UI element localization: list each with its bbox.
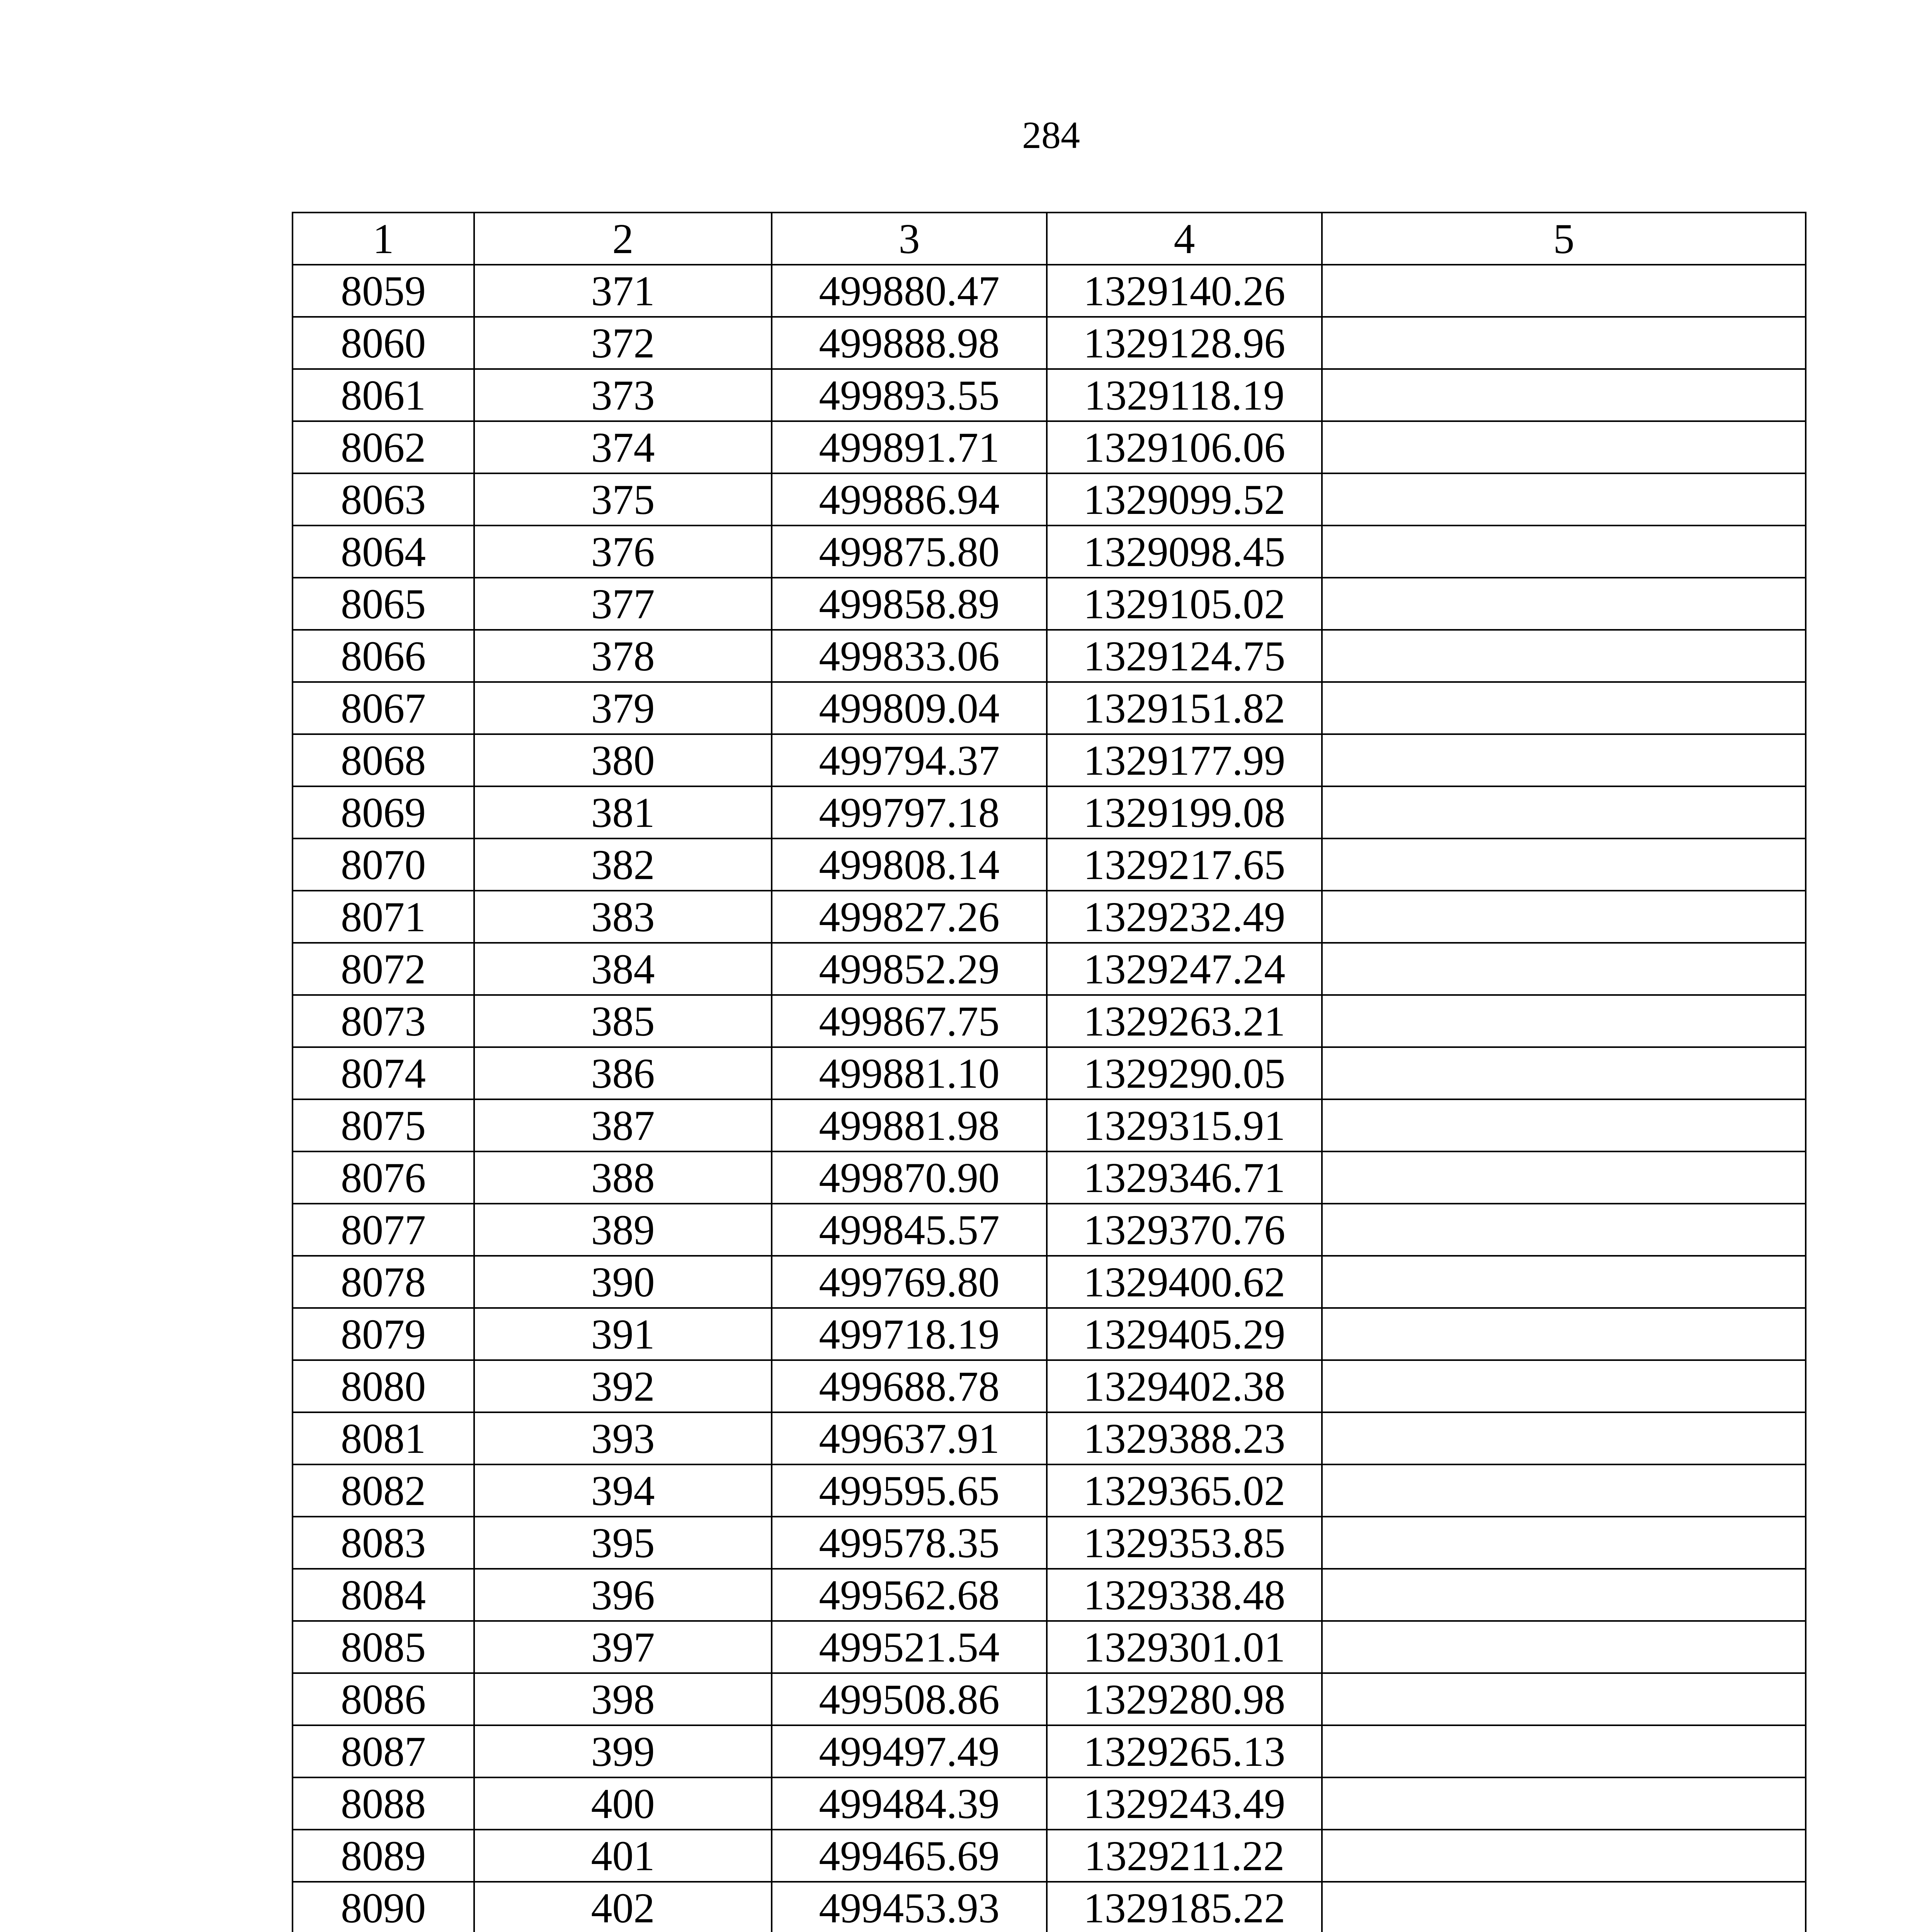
table-cell: 8062 [293, 421, 474, 473]
table-cell: 8061 [293, 369, 474, 421]
table-cell: 388 [474, 1151, 772, 1204]
table-cell [1322, 1047, 1806, 1099]
column-header: 3 [772, 213, 1047, 265]
table-cell: 373 [474, 369, 772, 421]
table-cell: 1329211.22 [1047, 1830, 1322, 1882]
table-cell: 8079 [293, 1308, 474, 1360]
table-cell: 386 [474, 1047, 772, 1099]
table-cell: 499880.47 [772, 265, 1047, 317]
table-cell: 1329151.82 [1047, 682, 1322, 734]
table-row [293, 1308, 1806, 1360]
table-row [293, 943, 1806, 995]
table-cell: 499881.98 [772, 1099, 1047, 1151]
table-cell [1322, 1673, 1806, 1725]
table-cell: 1329301.01 [1047, 1621, 1322, 1673]
table-cell: 499833.06 [772, 630, 1047, 682]
table-cell: 8072 [293, 943, 474, 995]
table-cell: 1329106.06 [1047, 421, 1322, 473]
table-cell: 8066 [293, 630, 474, 682]
table-cell: 8063 [293, 473, 474, 526]
table-row [293, 734, 1806, 786]
table-row [293, 1673, 1806, 1725]
table-cell: 8064 [293, 526, 474, 578]
table-cell: 382 [474, 838, 772, 891]
table-cell: 499578.35 [772, 1517, 1047, 1569]
table-cell: 1329098.45 [1047, 526, 1322, 578]
table-header [293, 213, 1806, 265]
table-row [293, 265, 1806, 317]
table-cell: 8089 [293, 1830, 474, 1882]
table-row [293, 1517, 1806, 1569]
table-cell: 499808.14 [772, 838, 1047, 891]
table-cell: 379 [474, 682, 772, 734]
table-cell: 378 [474, 630, 772, 682]
table-row [293, 473, 1806, 526]
table-cell: 499688.78 [772, 1360, 1047, 1412]
table-cell [1322, 943, 1806, 995]
table-cell: 499794.37 [772, 734, 1047, 786]
table-cell: 1329370.76 [1047, 1204, 1322, 1256]
table-row [293, 1882, 1806, 1932]
table-cell: 1329263.21 [1047, 995, 1322, 1047]
table-cell [1322, 1569, 1806, 1621]
table-cell: 1329338.48 [1047, 1569, 1322, 1621]
table-cell: 389 [474, 1204, 772, 1256]
table-cell [1322, 265, 1806, 317]
table-cell: 8085 [293, 1621, 474, 1673]
table-cell: 8078 [293, 1256, 474, 1308]
table-row [293, 369, 1806, 421]
table-row [293, 1464, 1806, 1517]
table-cell: 394 [474, 1464, 772, 1517]
table-cell: 8070 [293, 838, 474, 891]
table-cell: 499858.89 [772, 578, 1047, 630]
table-row [293, 838, 1806, 891]
table-cell: 499891.71 [772, 421, 1047, 473]
table-cell: 499637.91 [772, 1412, 1047, 1464]
table-row [293, 630, 1806, 682]
table-cell: 1329199.08 [1047, 786, 1322, 838]
table-cell [1322, 578, 1806, 630]
table-cell: 1329365.02 [1047, 1464, 1322, 1517]
table-cell [1322, 891, 1806, 943]
table-cell: 393 [474, 1412, 772, 1464]
table-cell [1322, 995, 1806, 1047]
table-cell [1322, 1621, 1806, 1673]
table-cell: 8060 [293, 317, 474, 369]
table-cell [1322, 1099, 1806, 1151]
table-cell: 1329128.96 [1047, 317, 1322, 369]
table-cell [1322, 421, 1806, 473]
table-cell: 499875.80 [772, 526, 1047, 578]
table-cell: 1329232.49 [1047, 891, 1322, 943]
table-cell: 499508.86 [772, 1673, 1047, 1725]
table-cell: 395 [474, 1517, 772, 1569]
table-row [293, 1569, 1806, 1621]
table-cell [1322, 1882, 1806, 1932]
table-cell: 499769.80 [772, 1256, 1047, 1308]
table-cell [1322, 786, 1806, 838]
table-cell: 1329247.24 [1047, 943, 1322, 995]
table-cell: 499809.04 [772, 682, 1047, 734]
column-header: 4 [1047, 213, 1322, 265]
table-body [293, 265, 1806, 1932]
table-cell: 1329400.62 [1047, 1256, 1322, 1308]
table-cell: 499845.57 [772, 1204, 1047, 1256]
table-row [293, 578, 1806, 630]
table-row [293, 1621, 1806, 1673]
page-number: 284 [1022, 114, 1080, 156]
table-cell: 499562.68 [772, 1569, 1047, 1621]
table-cell [1322, 1256, 1806, 1308]
table-cell: 1329315.91 [1047, 1099, 1322, 1151]
table-row [293, 1830, 1806, 1882]
table-cell [1322, 473, 1806, 526]
header-row [293, 213, 1806, 265]
table-row [293, 1360, 1806, 1412]
table-cell: 499484.39 [772, 1777, 1047, 1830]
table-row [293, 786, 1806, 838]
table-cell [1322, 1412, 1806, 1464]
table-cell: 8067 [293, 682, 474, 734]
table-cell: 400 [474, 1777, 772, 1830]
table-cell [1322, 526, 1806, 578]
table-cell: 401 [474, 1830, 772, 1882]
table-cell: 8088 [293, 1777, 474, 1830]
table-cell [1322, 1830, 1806, 1882]
table-cell [1322, 1725, 1806, 1777]
table-cell: 1329353.85 [1047, 1517, 1322, 1569]
table-cell [1322, 1464, 1806, 1517]
table-row [293, 526, 1806, 578]
table-row [293, 995, 1806, 1047]
table-cell: 396 [474, 1569, 772, 1621]
table-cell [1322, 682, 1806, 734]
table-cell: 8084 [293, 1569, 474, 1621]
table-cell: 1329280.98 [1047, 1673, 1322, 1725]
table-cell: 391 [474, 1308, 772, 1360]
table-row [293, 1256, 1806, 1308]
table-row [293, 1099, 1806, 1151]
table-cell: 499881.10 [772, 1047, 1047, 1099]
table-cell: 1329346.71 [1047, 1151, 1322, 1204]
table-cell: 375 [474, 473, 772, 526]
table-cell: 1329177.99 [1047, 734, 1322, 786]
table-cell: 499797.18 [772, 786, 1047, 838]
table-cell [1322, 1517, 1806, 1569]
table-cell: 372 [474, 317, 772, 369]
table-cell: 8068 [293, 734, 474, 786]
table-cell: 499465.69 [772, 1830, 1047, 1882]
table-cell: 8081 [293, 1412, 474, 1464]
table-cell: 402 [474, 1882, 772, 1932]
table-cell: 8082 [293, 1464, 474, 1517]
table-row [293, 1412, 1806, 1464]
table-cell [1322, 1204, 1806, 1256]
column-header: 2 [474, 213, 772, 265]
table-cell: 8080 [293, 1360, 474, 1412]
table-cell: 499870.90 [772, 1151, 1047, 1204]
table-row [293, 1151, 1806, 1204]
table-cell: 499521.54 [772, 1621, 1047, 1673]
table-cell: 8087 [293, 1725, 474, 1777]
table-cell [1322, 1151, 1806, 1204]
table-cell: 1329099.52 [1047, 473, 1322, 526]
table-cell: 8074 [293, 1047, 474, 1099]
column-header: 5 [1322, 213, 1806, 265]
table-cell: 499453.93 [772, 1882, 1047, 1932]
table-cell: 8075 [293, 1099, 474, 1151]
table-cell: 8065 [293, 578, 474, 630]
table-cell: 390 [474, 1256, 772, 1308]
table-cell: 8059 [293, 265, 474, 317]
table-cell: 1329405.29 [1047, 1308, 1322, 1360]
table-cell: 380 [474, 734, 772, 786]
table-cell: 383 [474, 891, 772, 943]
table-row [293, 1725, 1806, 1777]
table-cell: 1329140.26 [1047, 265, 1322, 317]
table-row [293, 682, 1806, 734]
table-cell: 1329217.65 [1047, 838, 1322, 891]
table-cell [1322, 317, 1806, 369]
table-cell: 377 [474, 578, 772, 630]
table-row [293, 1204, 1806, 1256]
table-cell: 1329402.38 [1047, 1360, 1322, 1412]
table-cell: 8090 [293, 1882, 474, 1932]
table-cell: 499893.55 [772, 369, 1047, 421]
table-cell: 371 [474, 265, 772, 317]
table-cell: 8077 [293, 1204, 474, 1256]
table-cell: 499718.19 [772, 1308, 1047, 1360]
table-cell: 1329185.22 [1047, 1882, 1322, 1932]
table-cell: 8069 [293, 786, 474, 838]
table-cell: 499867.75 [772, 995, 1047, 1047]
table-cell: 399 [474, 1725, 772, 1777]
table-cell: 499595.65 [772, 1464, 1047, 1517]
table-cell: 381 [474, 786, 772, 838]
table-cell: 8073 [293, 995, 474, 1047]
table-row [293, 421, 1806, 473]
table-row [293, 891, 1806, 943]
table-cell: 499497.49 [772, 1725, 1047, 1777]
table-cell: 1329243.49 [1047, 1777, 1322, 1830]
table-cell: 374 [474, 421, 772, 473]
table-cell [1322, 734, 1806, 786]
table-row [293, 317, 1806, 369]
table-cell: 397 [474, 1621, 772, 1673]
table-cell: 499827.26 [772, 891, 1047, 943]
table-cell: 8086 [293, 1673, 474, 1725]
table-cell: 392 [474, 1360, 772, 1412]
table-cell: 1329124.75 [1047, 630, 1322, 682]
table-row [293, 1777, 1806, 1830]
table-cell: 384 [474, 943, 772, 995]
table-cell: 1329388.23 [1047, 1412, 1322, 1464]
table-cell: 499888.98 [772, 317, 1047, 369]
table-cell [1322, 1360, 1806, 1412]
table-cell: 1329118.19 [1047, 369, 1322, 421]
table-cell: 1329290.05 [1047, 1047, 1322, 1099]
table-cell: 499852.29 [772, 943, 1047, 995]
table-cell [1322, 369, 1806, 421]
table-cell [1322, 1777, 1806, 1830]
table-cell: 8071 [293, 891, 474, 943]
table-cell [1322, 630, 1806, 682]
table-cell: 398 [474, 1673, 772, 1725]
table-cell: 499886.94 [772, 473, 1047, 526]
coordinates-table [292, 212, 1806, 1932]
table-cell: 8083 [293, 1517, 474, 1569]
table-cell: 1329265.13 [1047, 1725, 1322, 1777]
table-cell: 376 [474, 526, 772, 578]
table-cell: 385 [474, 995, 772, 1047]
table-cell: 387 [474, 1099, 772, 1151]
table-cell [1322, 1308, 1806, 1360]
table-cell: 1329105.02 [1047, 578, 1322, 630]
table-cell: 8076 [293, 1151, 474, 1204]
table-row [293, 1047, 1806, 1099]
table-cell [1322, 838, 1806, 891]
column-header: 1 [293, 213, 474, 265]
